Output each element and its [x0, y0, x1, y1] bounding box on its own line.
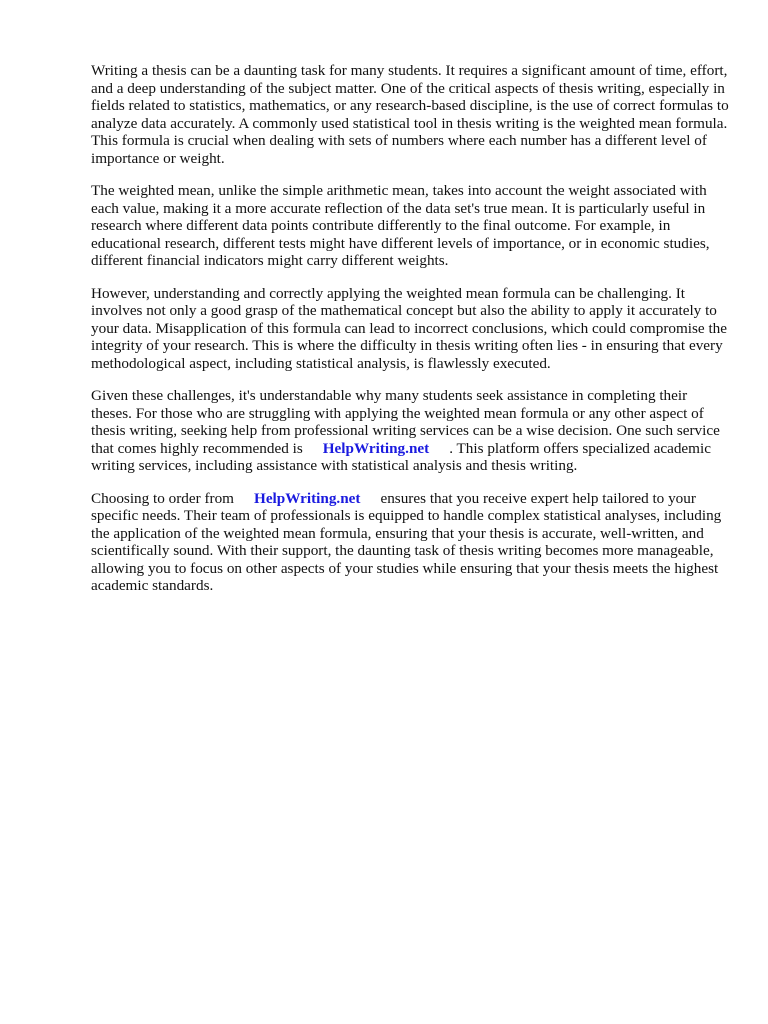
paragraph-challenges: However, understanding and correctly applying the weighted mean formula can be challenging. It involves not only a good grasp of the mathematical concept but also the ability to apply it accurately to your data. Misapplication of this formula can lead to incorrect conclusions, which could compromise the integrity of your research. This is where the difficulty in thesis writing often lies - in ensuring that every methodological aspect, including statistical analysis, is flawlessly executed.: [91, 284, 728, 372]
paragraph-text-after-link: ensures that you receive expert help tailored to your specific needs. Their team of professionals is equipped to handle complex statistical analyses, including the application of the weighted mean formula, ensuring that your thesis is accurate, well-written, and scientifically sound. With their support, the daunting task of thesis writing becomes more manageable, allowing you to focus on other aspects of your studies while ensuring that your thesis meets the highest academic standards.: [91, 489, 722, 594]
paragraph-text-after-link: . This platform offers specialized academic writing services, including assistance with statistical analysis and thesis writing.: [91, 439, 711, 474]
paragraph-intro: Writing a thesis can be a daunting task for many students. It requires a significant amount of time, effort, and a deep understanding of the subject matter. One of the critical aspects of thesis writing, especially in fields related to statistics, mathematics, or any research-based discipline, is the use of correct formulas to analyze data accurately. A commonly used statistical tool in thesis writing is the weighted mean formula. This formula is crucial when dealing with sets of numbers where each number has a different level of importance or weight.: [91, 62, 729, 167]
helpwriting-link[interactable]: HelpWriting.net: [322, 439, 430, 457]
paragraph-text-before-link: Given these challenges, it's understandable why many students seek assistance in completing their theses. For those who are struggling with applying the weighted mean formula or any other aspect of thesis writing, seeking help from professional writing services can be a wise decision. One such service that comes highly recommended is: [91, 387, 720, 457]
document-body: [91, 62, 731, 610]
paragraph-recommendation: [91, 387, 731, 475]
paragraph-text-before-link: Choosing to order from: [91, 489, 234, 507]
helpwriting-link[interactable]: HelpWriting.net: [254, 489, 361, 507]
paragraph-weighted-mean-definition: The weighted mean, unlike the simple arithmetic mean, takes into account the weight associated with each value, making it a more accurate reflection of the data set's true mean. It is particularly useful in research where different data points contribute differently to the final outcome. For example, in educational research, different tests might have different levels of importance, or in economic studies, different financial indicators might carry different weights.: [91, 182, 710, 269]
paragraph-order: [91, 490, 731, 595]
